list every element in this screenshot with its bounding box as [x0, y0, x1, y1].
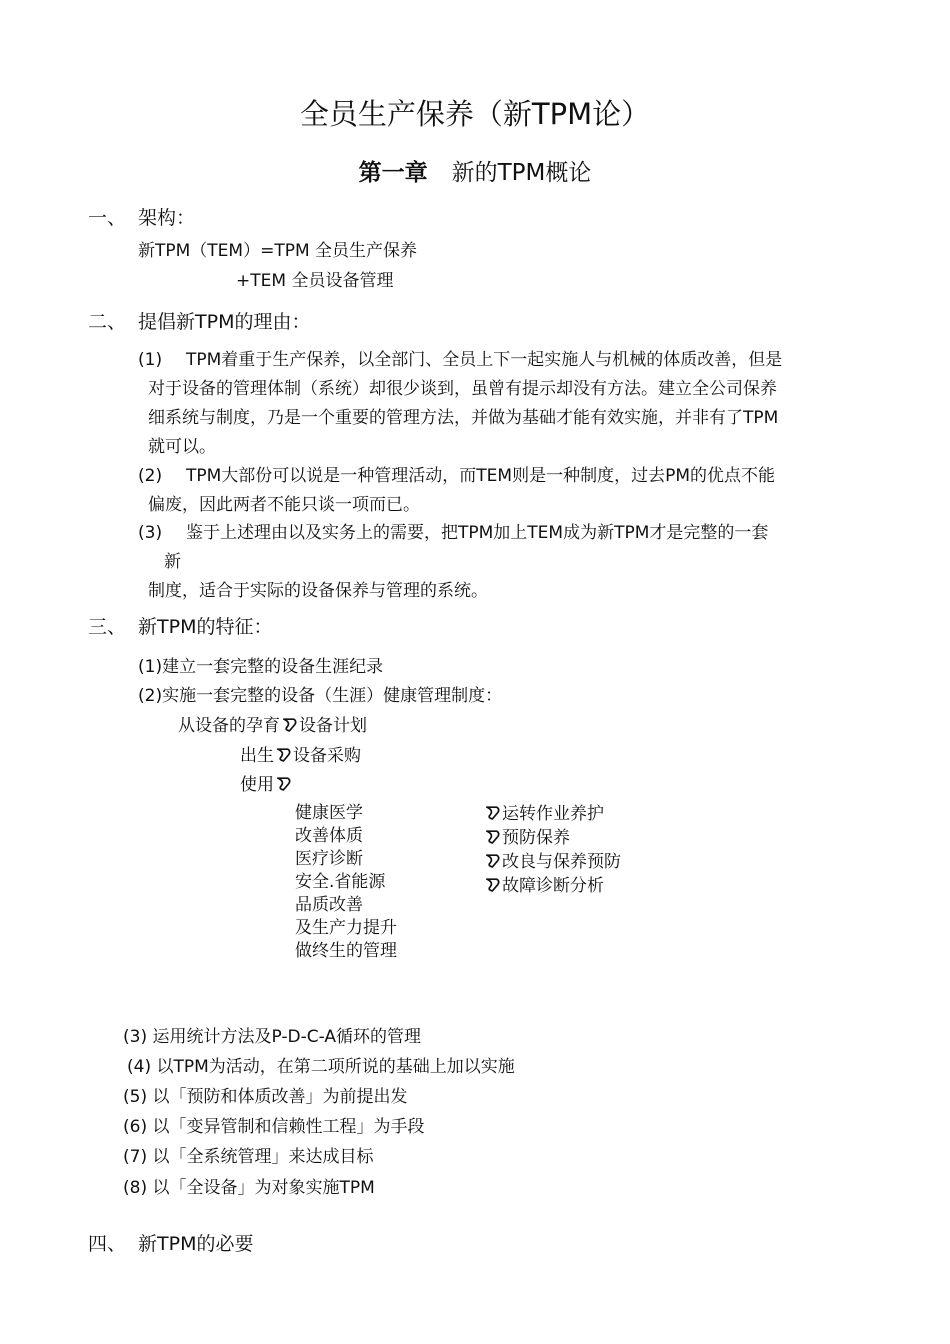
feature-item: (7) 以「全系统管理」来达成目标 [123, 1147, 374, 1167]
list-item: 健康医学 [295, 803, 363, 823]
chapter-heading [0, 154, 950, 187]
list-item [483, 802, 621, 826]
item-text: TPM着重于生产保养，以全部门、全员上下一起实施人与机械的体质改善，但是 [186, 350, 783, 370]
item-text: 鉴于上述理由以及实务上的需要，把TPM加上TEM成为新TPM才是完整的一套 [186, 523, 769, 543]
list-item [483, 850, 621, 874]
list-item: 做终生的管理 [295, 941, 397, 961]
arrow-glyph-icon [275, 775, 292, 792]
list-item [483, 874, 621, 898]
reason-item-1-line [138, 345, 782, 370]
section-3-heading [88, 612, 272, 639]
feature-item: (6) 以「变异管制和信赖性工程」为手段 [123, 1117, 425, 1137]
paragraph-line: 新 [164, 552, 181, 572]
arrow-glyph-icon [484, 804, 501, 821]
section-title: 架构： [138, 207, 196, 229]
arrow-glyph-icon [484, 852, 501, 869]
flow-text: 设备采购 [293, 746, 361, 766]
list-item: 安全.省能源 [295, 872, 386, 892]
flow-text: 出生 [240, 746, 274, 766]
section-4-heading [88, 1229, 253, 1256]
paragraph-line: 细系统与制度，乃是一个重要的管理方法，并做为基础才能有效实施，并非有了TPM [148, 408, 779, 428]
list-item-text: 预防保养 [502, 828, 570, 848]
maintenance-method-list [483, 802, 621, 898]
feature-item: (2)实施一套完整的设备（生涯）健康管理制度： [138, 686, 503, 706]
arrow-glyph-icon [484, 828, 501, 845]
list-item: 及生产力提升 [295, 918, 397, 938]
flow-text: 使用 [240, 775, 274, 795]
chapter-number: 第一章 [358, 160, 428, 186]
item-text: TPM大部份可以说是一种管理活动，而TEM则是一种制度，过去PM的优点不能 [186, 466, 776, 486]
feature-item: (4) 以TPM为活动，在第二项所说的基础上加以实施 [127, 1057, 515, 1077]
item-label: (3) [138, 523, 163, 543]
section-number: 二、 [88, 311, 127, 333]
arrow-glyph-icon [275, 746, 292, 763]
flow-line-use [240, 770, 293, 795]
list-item [483, 826, 621, 850]
flow-line-born [240, 741, 361, 766]
section-1-heading [88, 203, 195, 230]
flow-text: 设备计划 [299, 716, 367, 736]
list-item: 改善体质 [295, 826, 363, 846]
feature-item: (3) 运用统计方法及P-D-C-A循环的管理 [123, 1027, 421, 1047]
item-label: (2) [138, 466, 163, 486]
formula-line: +TEM 全员设备管理 [236, 271, 394, 291]
feature-item: (5) 以「预防和体质改善」为前提出发 [123, 1087, 408, 1107]
section-number: 三、 [88, 616, 127, 638]
section-title: 新TPM的必要 [138, 1233, 254, 1255]
list-item-text: 运转作业养护 [502, 804, 604, 824]
arrow-glyph-icon [281, 716, 298, 733]
paragraph-line: 对于设备的管理体制（系统）却很少谈到，虽曾有提示却没有方法。建立全公司保养 [148, 379, 777, 399]
feature-item: (8) 以「全设备」为对象实施TPM [123, 1178, 375, 1198]
flow-text: 从设备的孕育 [178, 716, 280, 736]
section-number: 一、 [88, 207, 127, 229]
section-number: 四、 [88, 1233, 127, 1255]
section-title: 提倡新TPM的理由： [138, 311, 311, 333]
formula-line: 新TPM（TEM）=TPM 全员生产保养 [138, 241, 418, 261]
list-item-text: 改良与保养预防 [502, 852, 621, 872]
flow-line-birth [178, 711, 367, 736]
item-label: (1) [138, 350, 163, 370]
feature-item: (1)建立一套完整的设备生涯纪录 [138, 657, 384, 677]
chapter-name: 新的TPM概论 [451, 160, 592, 186]
section-2-heading [88, 307, 310, 334]
paragraph-line: 制度，适合于实际的设备保养与管理的系统。 [148, 581, 488, 601]
section-title: 新TPM的特征： [138, 616, 273, 638]
paragraph-line: 就可以。 [148, 437, 216, 457]
paragraph-line: 偏废，因此两者不能只谈一项而已。 [148, 495, 420, 515]
reason-item-2-line [138, 461, 775, 486]
list-item-text: 故障诊断分析 [502, 876, 604, 896]
reason-item-3-line [138, 518, 768, 543]
document-title: 全员生产保养（新TPM论） [299, 97, 651, 131]
arrow-glyph-icon [484, 876, 501, 893]
list-item: 医疗诊断 [295, 849, 363, 869]
health-management-list [295, 802, 397, 963]
list-item: 品质改善 [295, 895, 363, 915]
